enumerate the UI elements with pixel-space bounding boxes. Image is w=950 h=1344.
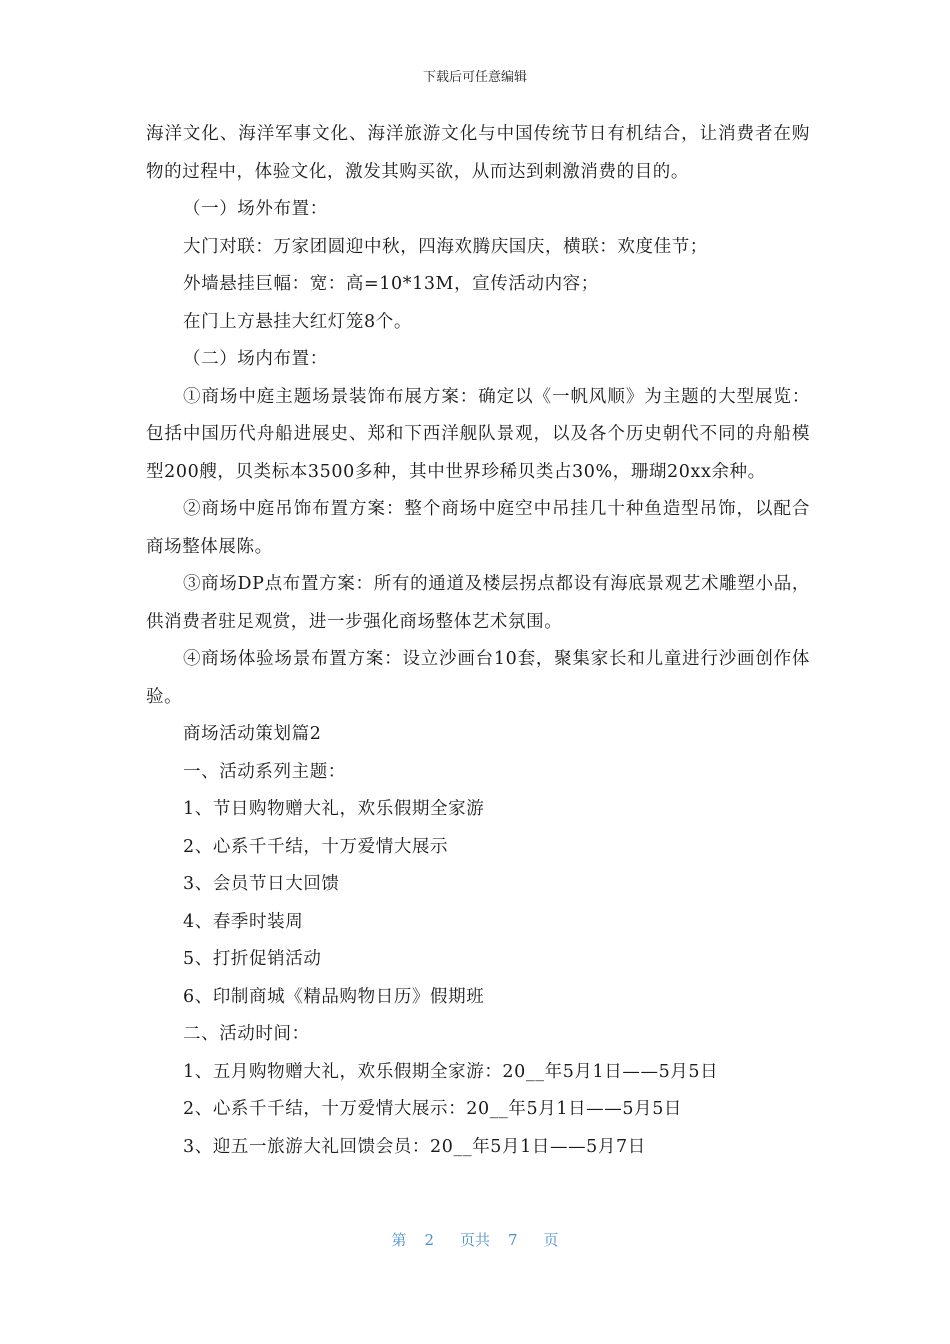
paragraph: 在门上方悬挂大红灯笼8个。 — [183, 311, 412, 332]
list-item: 6、印制商城《精品购物日历》假期班 — [183, 986, 485, 1007]
paragraph: ②商场中庭吊饰布置方案：整个商场中庭空中吊挂几十种鱼造型吊饰，以配合商场整体展陈。 — [146, 499, 810, 557]
list-item: 1、五月购物赠大礼，欢乐假期全家游：20__年5月1日——5月5日 — [183, 1061, 719, 1082]
paragraph: 二、活动时间： — [183, 1024, 310, 1044]
page-footer — [0, 1229, 950, 1250]
page-header: 下载后可任意编辑 — [422, 70, 527, 85]
total-pages-number: 7 — [508, 1231, 518, 1249]
paragraph: 外墙悬挂巨幅：宽：高=10*13M，宣传活动内容； — [183, 274, 599, 294]
list-item: 2、心系千千结，十万爱情大展示 — [183, 836, 449, 857]
footer-prefix: 第 — [391, 1231, 407, 1249]
paragraph: ③商场DP点布置方案：所有的通道及楼层拐点都设有海底景观艺术雕塑小品，供消费者驻足观赏，进一步强化商场整体艺术氛围。 — [146, 574, 810, 632]
footer-suffix: 页 — [543, 1231, 559, 1249]
list-item: 5、打折促销活动 — [183, 949, 322, 969]
list-item: 4、春季时装周 — [183, 911, 304, 932]
list-item: 3、迎五一旅游大礼回馈会员：20__年5月1日——5月7日 — [183, 1136, 646, 1157]
list-item: 3、会员节日大回馈 — [183, 874, 340, 894]
paragraph: ④商场体验场景布置方案：设立沙画台10套，聚集家长和儿童进行沙画创作体验。 — [146, 649, 810, 707]
current-page-number: 2 — [424, 1231, 434, 1249]
paragraph: 一、活动系列主题： — [183, 761, 346, 782]
paragraph: 海洋文化、海洋军事文化、海洋旅游文化与中国传统节日有机结合，让消费者在购物的过程中，体验文化，激发其购买欲，从而达到刺激消费的目的。 — [146, 124, 810, 182]
section-heading: 商场活动策划篇2 — [183, 724, 322, 744]
document-body — [146, 116, 810, 1166]
paragraph: 大门对联：万家团圆迎中秋，四海欢腾庆国庆，横联：欢度佳节； — [183, 236, 708, 257]
paragraph: （一）场外布置： — [183, 199, 328, 219]
list-item: 2、心系千千结，十万爱情大展示：20__年5月1日——5月5日 — [183, 1099, 683, 1119]
footer-middle: 页共 — [459, 1231, 490, 1249]
paragraph: ①商场中庭主题场景装饰布展方案：确定以《一帆风顺》为主题的大型展览：包括中国历代舟船进展史、郑和下西洋舰队景观，以及各个历史朝代不同的舟船模型200艘，贝类标本3500多种，其中世界珍稀贝类占30%，珊瑚20xx余种。 — [146, 386, 810, 482]
paragraph: （二）场内布置： — [183, 349, 328, 369]
list-item: 1、节日购物赠大礼，欢乐假期全家游 — [183, 799, 485, 819]
